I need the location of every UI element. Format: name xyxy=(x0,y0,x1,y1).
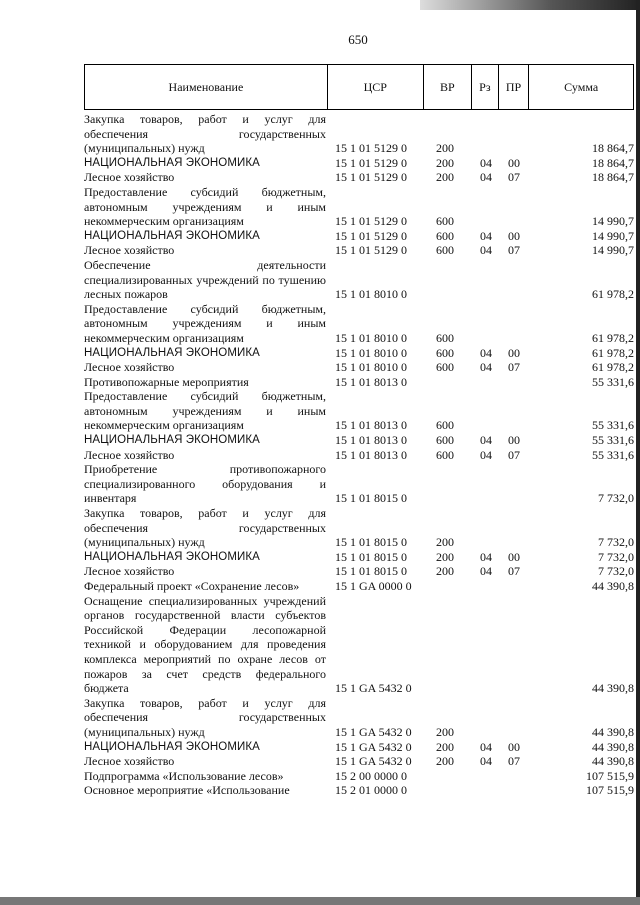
cell-sum: 18 864,7 xyxy=(592,170,634,185)
header-pr: ПР xyxy=(498,65,529,109)
cell-sum: 55 331,6 xyxy=(592,418,634,433)
cell-pr: 00 xyxy=(508,155,520,170)
cell-sum: 61 978,2 xyxy=(592,287,634,302)
cell-name: Противопожарные мероприятия xyxy=(84,374,249,389)
cell-name: Лесное хозяйство xyxy=(84,243,175,258)
cell-sum: 7 732,0 xyxy=(598,491,634,506)
cell-rz: 04 xyxy=(480,228,492,243)
cell-pr: 00 xyxy=(508,345,520,360)
cell-name: Предоставление субсидий бюджетным, автономным учреждениям и иным некоммерческим организациям xyxy=(84,301,326,345)
cell-name: Оснащение специализированных учреждений органов государственной власти субъектов Российской Федерации лесопожарной техникой и оборудованием для проведения комплекса мероприятий по охране лесов от пожаров за счет средств федерального бюджета xyxy=(84,593,326,696)
cell-csr: 15 1 01 8010 0 xyxy=(335,287,407,302)
cell-csr: 15 1 01 8013 0 xyxy=(335,433,407,448)
cell-vr: 200 xyxy=(436,535,454,550)
cell-vr: 600 xyxy=(436,330,454,345)
cell-sum: 14 990,7 xyxy=(592,214,634,229)
header-vr: ВР xyxy=(423,65,471,109)
cell-name: Лесное хозяйство xyxy=(84,360,175,375)
cell-sum: 7 732,0 xyxy=(598,549,634,564)
cell-vr: 600 xyxy=(436,228,454,243)
cell-name: Лесное хозяйство xyxy=(84,170,175,185)
cell-csr: 15 1 GA 5432 0 xyxy=(335,754,412,769)
table-row xyxy=(84,769,634,784)
cell-csr: 15 1 01 5129 0 xyxy=(335,141,407,156)
cell-sum: 61 978,2 xyxy=(592,360,634,375)
cell-sum: 44 390,8 xyxy=(592,739,634,754)
scan-edge-right xyxy=(636,0,640,905)
cell-sum: 61 978,2 xyxy=(592,345,634,360)
cell-sum: 55 331,6 xyxy=(592,433,634,448)
cell-name: НАЦИОНАЛЬНАЯ ЭКОНОМИКА xyxy=(84,434,260,447)
cell-name: Предоставление субсидий бюджетным, автономным учреждениям и иным некоммерческим организациям xyxy=(84,389,326,433)
cell-vr: 600 xyxy=(436,360,454,375)
cell-name: НАЦИОНАЛЬНАЯ ЭКОНОМИКА xyxy=(84,550,260,563)
cell-rz: 04 xyxy=(480,549,492,564)
cell-csr: 15 1 GA 5432 0 xyxy=(335,724,412,739)
cell-sum: 44 390,8 xyxy=(592,724,634,739)
cell-name: Федеральный проект «Сохранение лесов» xyxy=(84,579,300,593)
table-row xyxy=(84,389,634,433)
cell-sum: 18 864,7 xyxy=(592,141,634,156)
cell-pr: 07 xyxy=(508,360,520,375)
table-row xyxy=(84,258,634,302)
cell-csr: 15 2 00 0000 0 xyxy=(335,768,407,783)
cell-name: НАЦИОНАЛЬНАЯ ЭКОНОМИКА xyxy=(84,229,260,242)
cell-vr: 200 xyxy=(436,141,454,156)
table-row xyxy=(84,346,634,361)
cell-name: НАЦИОНАЛЬНАЯ ЭКОНОМИКА xyxy=(84,740,260,753)
cell-name: НАЦИОНАЛЬНАЯ ЭКОНОМИКА xyxy=(84,346,260,359)
table-row xyxy=(84,375,634,390)
cell-sum: 107 515,9 xyxy=(586,768,634,783)
cell-sum: 14 990,7 xyxy=(592,243,634,258)
cell-name: Лесное хозяйство xyxy=(84,754,175,769)
cell-vr: 200 xyxy=(436,754,454,769)
cell-sum: 44 390,8 xyxy=(592,579,634,593)
cell-rz: 04 xyxy=(480,754,492,769)
scan-edge-bottom xyxy=(0,897,640,905)
cell-pr: 00 xyxy=(508,739,520,754)
table-row xyxy=(84,185,634,229)
table-row xyxy=(84,229,634,244)
cell-rz: 04 xyxy=(480,155,492,170)
cell-name: Основное мероприятие «Использование xyxy=(84,783,290,798)
page-number: 650 xyxy=(348,32,368,47)
cell-vr: 600 xyxy=(436,243,454,258)
cell-csr: 15 1 01 8013 0 xyxy=(335,374,407,389)
cell-csr: 15 1 01 5129 0 xyxy=(335,228,407,243)
budget-table xyxy=(84,64,634,798)
table-header xyxy=(84,64,634,110)
cell-sum: 7 732,0 xyxy=(598,564,634,579)
cell-csr: 15 1 01 5129 0 xyxy=(335,155,407,170)
cell-csr: 15 1 01 8010 0 xyxy=(335,360,407,375)
table-row xyxy=(84,506,634,550)
cell-pr: 07 xyxy=(508,243,520,258)
cell-sum: 44 390,8 xyxy=(592,754,634,769)
cell-csr: 15 1 01 8015 0 xyxy=(335,564,407,579)
cell-sum: 107 515,9 xyxy=(586,783,634,798)
cell-csr: 15 1 01 8015 0 xyxy=(335,535,407,550)
cell-rz: 04 xyxy=(480,739,492,754)
cell-sum: 18 864,7 xyxy=(592,155,634,170)
cell-vr: 600 xyxy=(436,433,454,448)
table-row xyxy=(84,754,634,769)
table-body xyxy=(84,110,634,798)
cell-csr: 15 1 01 8013 0 xyxy=(335,447,407,462)
cell-vr: 200 xyxy=(436,170,454,185)
cell-csr: 15 1 01 5129 0 xyxy=(335,243,407,258)
cell-name: Закупка товаров, работ и услуг для обеспечения государственных (муниципальных) нужд xyxy=(84,506,326,550)
table-row xyxy=(84,783,634,798)
table-row xyxy=(84,594,634,696)
cell-vr: 200 xyxy=(436,564,454,579)
table-row xyxy=(84,448,634,463)
cell-rz: 04 xyxy=(480,564,492,579)
cell-csr: 15 1 01 8010 0 xyxy=(335,345,407,360)
cell-vr: 600 xyxy=(436,214,454,229)
cell-sum: 61 978,2 xyxy=(592,330,634,345)
cell-csr: 15 1 01 8010 0 xyxy=(335,330,407,345)
cell-name: Лесное хозяйство xyxy=(84,447,175,462)
table-row xyxy=(84,302,634,346)
cell-rz: 04 xyxy=(480,243,492,258)
table-row xyxy=(84,360,634,375)
table-row xyxy=(84,564,634,579)
cell-name: НАЦИОНАЛЬНАЯ ЭКОНОМИКА xyxy=(84,156,260,169)
header-name: Наименование xyxy=(168,79,244,94)
table-row xyxy=(84,170,634,185)
table-row xyxy=(84,579,634,594)
cell-name: Приобретение противопожарного специализированного оборудования и инвентаря xyxy=(84,462,326,506)
cell-csr: 15 1 01 5129 0 xyxy=(335,170,407,185)
table-row xyxy=(84,462,634,506)
cell-sum: 7 732,0 xyxy=(598,535,634,550)
cell-csr: 15 1 01 8013 0 xyxy=(335,418,407,433)
cell-csr: 15 1 GA 5432 0 xyxy=(335,681,412,696)
cell-pr: 07 xyxy=(508,754,520,769)
cell-name: Подпрограмма «Использование лесов» xyxy=(84,768,284,783)
cell-csr: 15 1 GA 0000 0 xyxy=(335,579,412,593)
cell-sum: 55 331,6 xyxy=(592,447,634,462)
cell-csr: 15 2 01 0000 0 xyxy=(335,783,407,798)
cell-name: Закупка товаров, работ и услуг для обеспечения государственных (муниципальных) нужд xyxy=(84,112,326,156)
cell-rz: 04 xyxy=(480,433,492,448)
table-row xyxy=(84,433,634,448)
cell-pr: 00 xyxy=(508,433,520,448)
header-rz: Рз xyxy=(471,65,498,109)
cell-csr: 15 1 01 5129 0 xyxy=(335,214,407,229)
table-row xyxy=(84,550,634,565)
cell-vr: 600 xyxy=(436,345,454,360)
cell-sum: 55 331,6 xyxy=(592,374,634,389)
table-row xyxy=(84,243,634,258)
table-row xyxy=(84,740,634,755)
cell-name: Лесное хозяйство xyxy=(84,564,175,579)
cell-name: Обеспечение деятельности специализированных учреждений по тушению лесных пожаров xyxy=(84,257,326,302)
cell-vr: 200 xyxy=(436,155,454,170)
cell-vr: 600 xyxy=(436,418,454,433)
cell-pr: 07 xyxy=(508,170,520,185)
cell-pr: 00 xyxy=(508,549,520,564)
cell-name: Предоставление субсидий бюджетным, автономным учреждениям и иным некоммерческим организациям xyxy=(84,184,326,229)
cell-csr: 15 1 01 8015 0 xyxy=(335,549,407,564)
table-row xyxy=(84,696,634,740)
cell-pr: 07 xyxy=(508,447,520,462)
cell-pr: 07 xyxy=(508,564,520,579)
table-row xyxy=(84,156,634,171)
cell-name: Закупка товаров, работ и услуг для обеспечения государственных (муниципальных) нужд xyxy=(84,695,326,739)
cell-vr: 200 xyxy=(436,549,454,564)
scan-edge-top xyxy=(420,0,640,10)
table-row xyxy=(84,112,634,156)
header-sum: Сумма xyxy=(528,65,633,109)
cell-rz: 04 xyxy=(480,360,492,375)
cell-csr: 15 1 GA 5432 0 xyxy=(335,739,412,754)
cell-sum: 44 390,8 xyxy=(592,681,634,696)
cell-vr: 600 xyxy=(436,447,454,462)
cell-sum: 14 990,7 xyxy=(592,228,634,243)
cell-vr: 200 xyxy=(436,724,454,739)
header-csr: ЦСР xyxy=(327,65,423,109)
cell-pr: 00 xyxy=(508,228,520,243)
cell-rz: 04 xyxy=(480,345,492,360)
cell-vr: 200 xyxy=(436,739,454,754)
cell-rz: 04 xyxy=(480,170,492,185)
cell-rz: 04 xyxy=(480,447,492,462)
cell-csr: 15 1 01 8015 0 xyxy=(335,491,407,506)
